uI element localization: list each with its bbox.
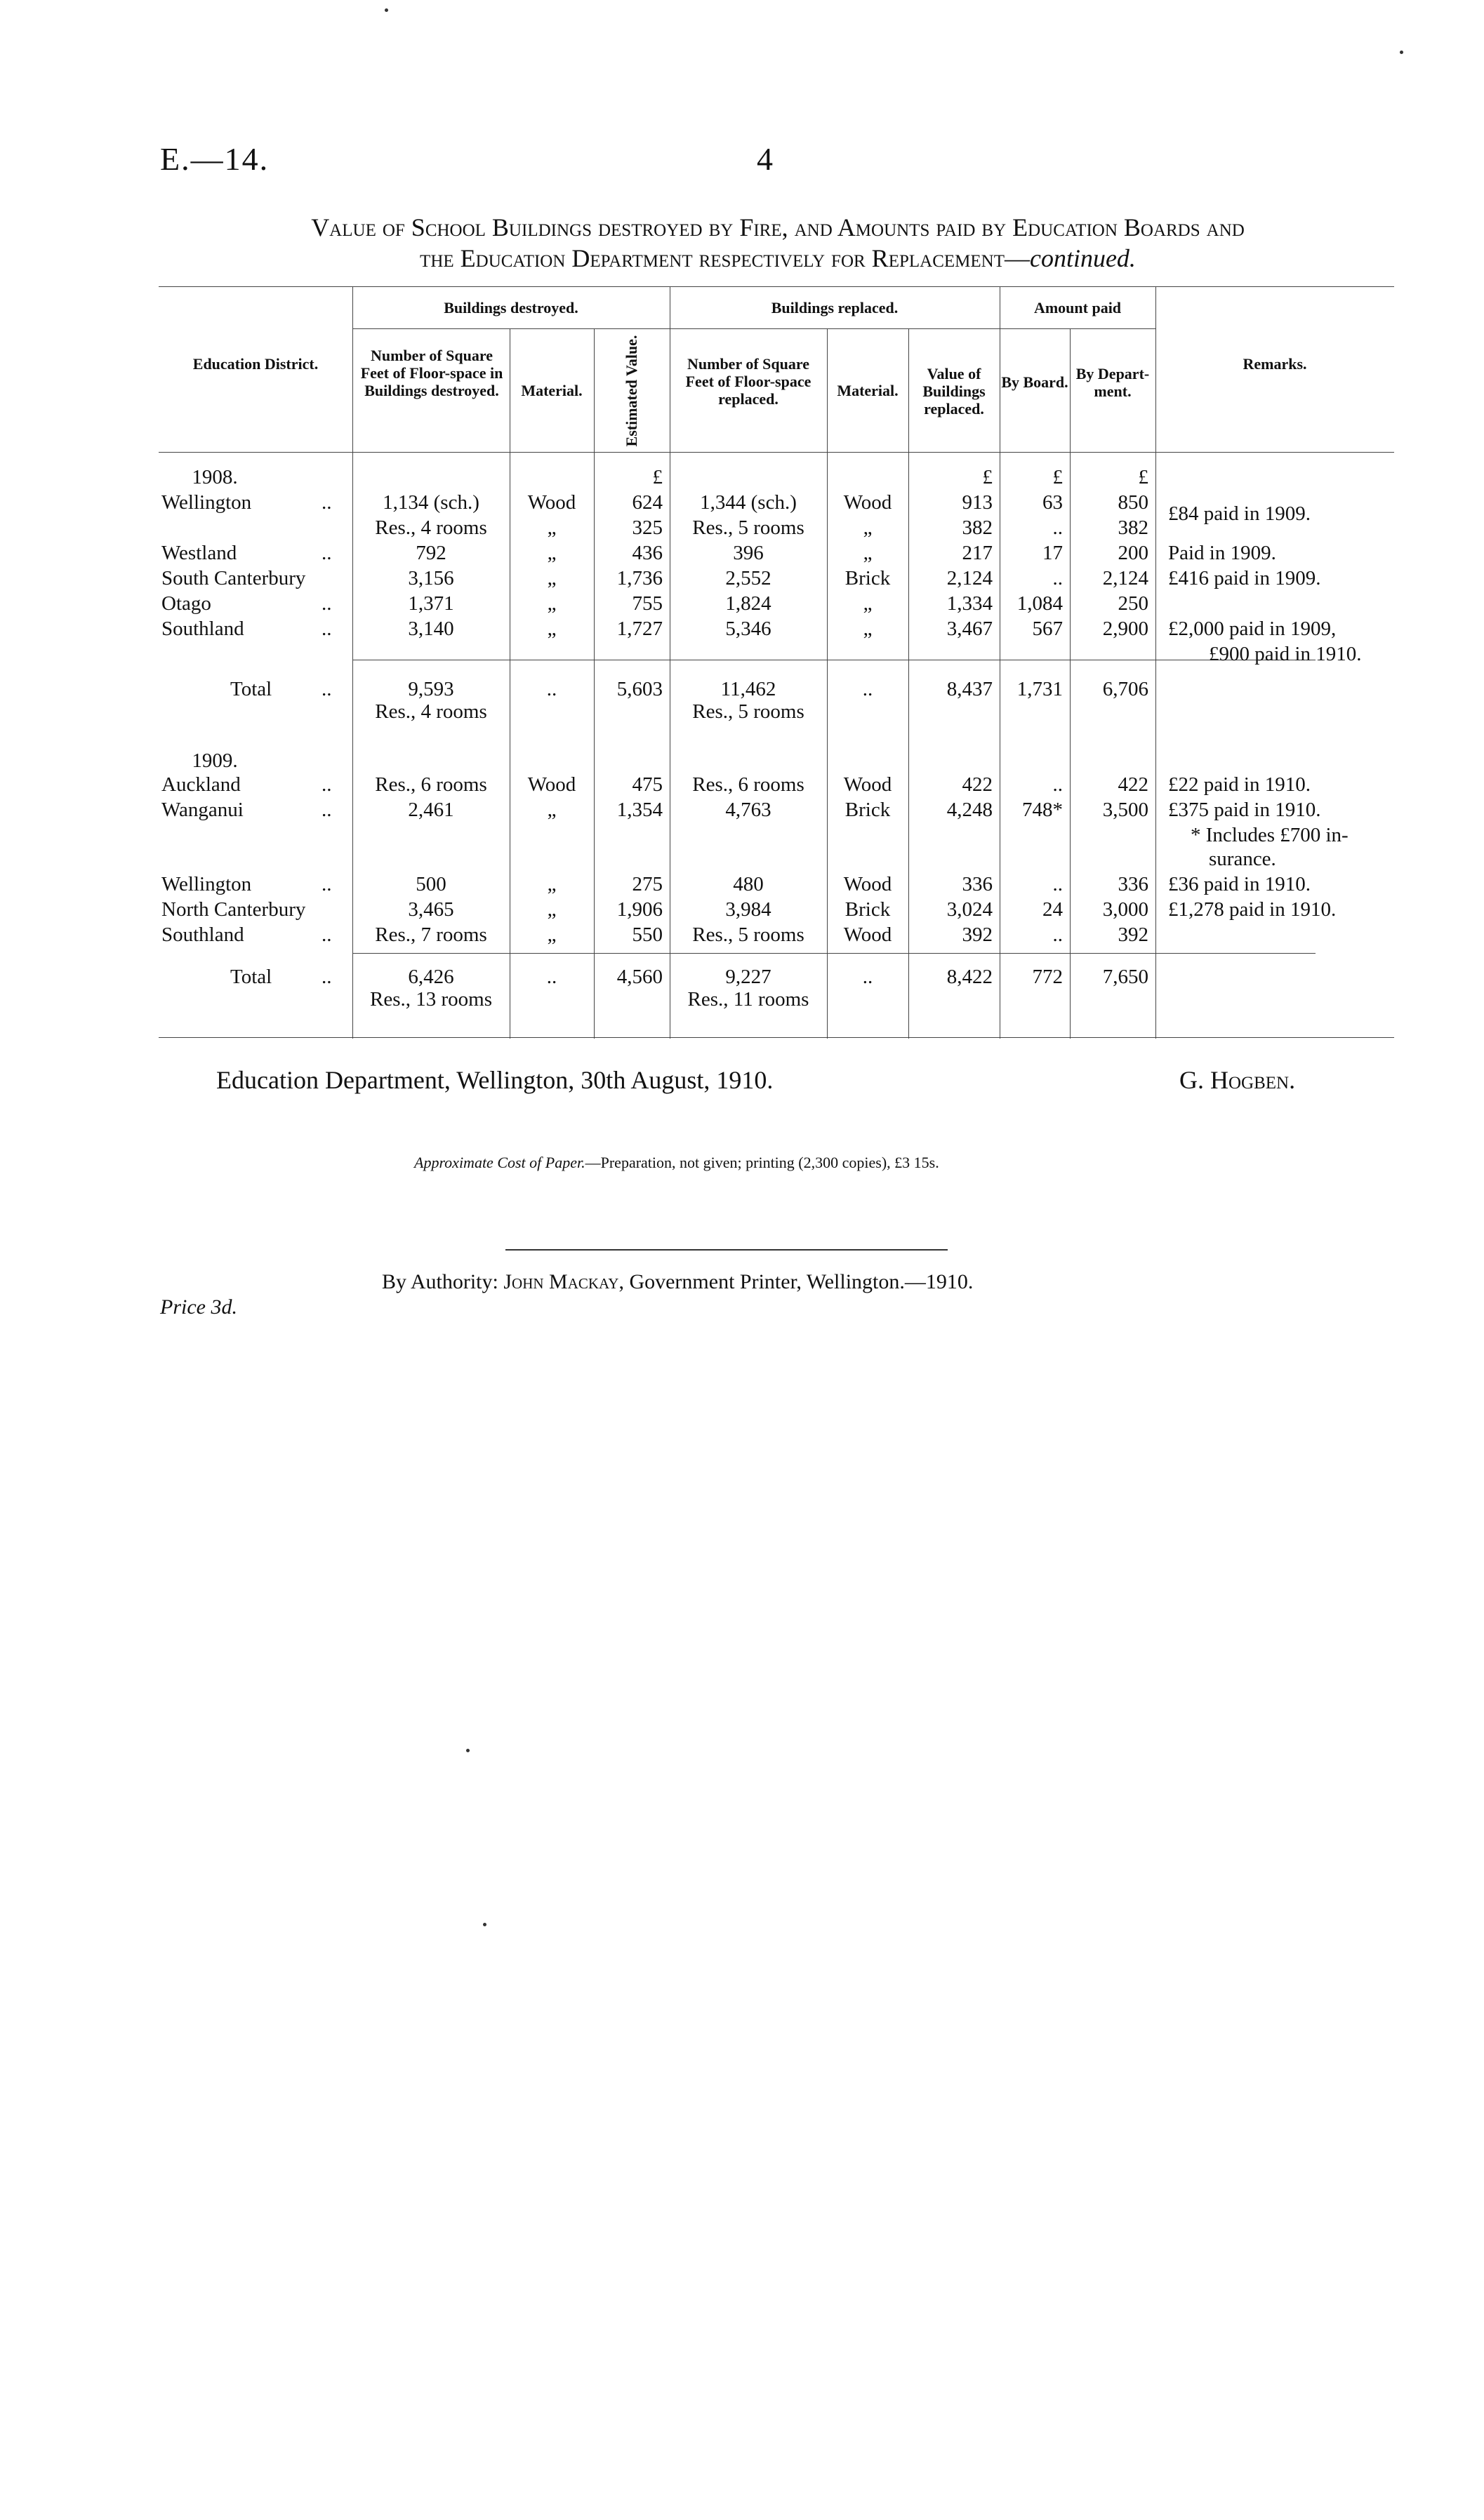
- currency-board: £: [1052, 466, 1063, 488]
- cell-sqft-replaced: Res., 5 rooms: [692, 516, 804, 539]
- cell-by-board: 17: [1042, 542, 1063, 564]
- price: Price 3d.: [160, 1295, 237, 1319]
- cell-estimated-value: 1,727: [616, 618, 663, 640]
- cell-estimated-value: 475: [632, 773, 663, 796]
- authority-line: [382, 1270, 973, 1294]
- cell-dots: ..: [322, 873, 332, 895]
- cell-by-department: 382: [1118, 516, 1148, 539]
- total-estimated-value: 5,603: [616, 678, 663, 700]
- cell-sqft-replaced: Res., 6 rooms: [692, 773, 804, 796]
- total-value-replaced: 8,437: [946, 678, 993, 700]
- total-rooms-destroyed: Res., 4 rooms: [375, 700, 487, 723]
- cell-material: „: [547, 924, 557, 946]
- table-row: [159, 566, 1394, 591]
- cell-material: „: [547, 516, 557, 539]
- cell-sqft-replaced: 1,344 (sch.): [700, 491, 797, 514]
- total-by-board: 1,731: [1016, 678, 1063, 700]
- cell-material-2: Wood: [843, 924, 892, 946]
- cell-dots: ..: [322, 924, 332, 946]
- cell-district: North Canterbury: [161, 898, 306, 921]
- cell-value-replaced: 422: [962, 773, 993, 796]
- header-group-replaced: Buildings replaced.: [771, 299, 899, 316]
- cell-by-department: 850: [1118, 491, 1148, 514]
- total-sqft-replaced: 11,462: [720, 678, 776, 700]
- cell-by-department: 422: [1118, 773, 1148, 796]
- cell-material-2: „: [863, 516, 873, 539]
- report-reference: E.—14.: [160, 141, 270, 177]
- total-sqft-destroyed: 9,593: [408, 678, 454, 700]
- header-by-board: By Board.: [1001, 373, 1068, 391]
- cell-district: Wellington: [161, 873, 252, 895]
- cell-sqft-replaced: 2,552: [725, 567, 771, 589]
- cell-sqft-replaced: 4,763: [725, 799, 771, 821]
- table-row: [159, 897, 1394, 922]
- total-rooms-destroyed: Res., 13 rooms: [370, 988, 492, 1011]
- cell-value-replaced: 1,334: [946, 592, 993, 615]
- cell-material: „: [547, 567, 557, 589]
- title-line-2-text: the Education Department respectively for Replacement—: [420, 244, 1030, 272]
- cell-district: South Canterbury: [161, 567, 306, 589]
- total-by-board: 772: [1032, 966, 1063, 988]
- speck-mark: [466, 1749, 470, 1752]
- year-1909: 1909.: [192, 749, 238, 772]
- cell-by-board: 1,084: [1016, 592, 1063, 615]
- cell-by-board: ..: [1052, 516, 1063, 539]
- header-remarks: Remarks.: [1243, 355, 1307, 373]
- currency-dept: £: [1138, 466, 1148, 488]
- total-material: ..: [546, 966, 557, 988]
- table-row: [159, 772, 1394, 797]
- cell-value-replaced: 336: [962, 873, 993, 895]
- paper-cost-text: —Preparation, not given; printing (2,300 copies), £3 15s.: [585, 1154, 939, 1171]
- header-value-replaced: Value of Buildings replaced.: [922, 365, 986, 418]
- table-row: [159, 490, 1394, 525]
- cell-remark: £416 paid in 1909.: [1168, 567, 1321, 589]
- table-row: [159, 540, 1394, 566]
- cell-sqft-replaced: 3,984: [725, 898, 771, 921]
- cell-material: „: [547, 618, 557, 640]
- total-label: Total: [230, 966, 272, 988]
- table-title: [160, 212, 1396, 274]
- cell-remark: Paid in 1909.: [1168, 542, 1276, 564]
- table-row: [159, 797, 1394, 822]
- cell-estimated-value: 550: [632, 924, 663, 946]
- header-material-2: Material.: [837, 382, 899, 399]
- cell-by-department: 336: [1118, 873, 1148, 895]
- header-sqft-replaced: Number of Square Feet of Floor-space replaced.: [685, 355, 811, 408]
- cell-district: Southland: [161, 618, 244, 640]
- total-material-2: ..: [862, 678, 873, 700]
- table-row: [159, 591, 1394, 616]
- cell-by-department: 3,500: [1102, 799, 1148, 821]
- table-row: [159, 616, 1394, 641]
- cell-sqft-destroyed: Res., 7 rooms: [375, 924, 487, 946]
- cell-value-replaced: 382: [962, 516, 993, 539]
- table-bottom-rule: [159, 1037, 1394, 1038]
- cell-material-2: Wood: [843, 873, 892, 895]
- cell-material-2: Brick: [844, 898, 891, 921]
- title-line-1: Value of School Buildings destroyed by Fire, and Amounts paid by Education Boards and: [311, 213, 1245, 241]
- cell-value-replaced: 3,467: [946, 618, 993, 640]
- total-1909-rule: [352, 953, 1316, 954]
- cell-district: Otago: [161, 592, 211, 615]
- cell-sqft-replaced: 1,824: [725, 592, 771, 615]
- cell-dots: ..: [322, 592, 332, 615]
- cell-value-replaced: 3,024: [946, 898, 993, 921]
- table-row: [159, 872, 1394, 897]
- header-sqft-destroyed: Number of Square Feet of Floor-space in Buildings destroyed.: [360, 347, 503, 399]
- cell-dots: ..: [322, 491, 332, 514]
- cell-sqft-destroyed: 792: [416, 542, 446, 564]
- table-row: [159, 515, 1394, 540]
- currency-val: £: [982, 466, 993, 488]
- cell-value-replaced: 217: [962, 542, 993, 564]
- cell-material-2: Brick: [844, 567, 891, 589]
- authority-suffix: Government Printer, Wellington.—1910.: [629, 1270, 974, 1293]
- cell-remark: £375 paid in 1910.: [1168, 799, 1321, 821]
- total-material: ..: [546, 678, 557, 700]
- cell-sqft-destroyed: 3,140: [408, 618, 454, 640]
- cell-sqft-destroyed: 1,371: [408, 592, 454, 615]
- place-date: Education Department, Wellington, 30th August, 1910.: [216, 1066, 774, 1094]
- cell-sqft-destroyed: 3,156: [408, 567, 454, 589]
- signature: G. Hogben.: [1179, 1066, 1296, 1094]
- cell-material: Wood: [527, 773, 576, 796]
- header-district: Education District.: [192, 355, 319, 373]
- cell-sqft-replaced: 5,346: [725, 618, 771, 640]
- cell-by-board: 63: [1042, 491, 1063, 514]
- cell-remark: £2,000 paid in 1909,: [1168, 618, 1337, 640]
- cell-district: Wanganui: [161, 799, 244, 821]
- cell-remark: £1,278 paid in 1910.: [1168, 898, 1337, 921]
- cell-by-department: 3,000: [1102, 898, 1148, 921]
- cell-material: „: [547, 873, 557, 895]
- remark-footnote-cont: surance.: [1209, 848, 1276, 870]
- cell-remark: £36 paid in 1910.: [1168, 873, 1311, 895]
- printer-name: John Mackay,: [503, 1270, 624, 1293]
- total-estimated-value: 4,560: [616, 966, 663, 988]
- cell-material-2: Wood: [843, 491, 892, 514]
- total-sqft-replaced: 9,227: [725, 966, 771, 988]
- cell-estimated-value: 275: [632, 873, 663, 895]
- header-bottom-rule: [159, 452, 1394, 453]
- table-row: [159, 922, 1394, 947]
- buildings-table: [159, 286, 1394, 1039]
- title-line-2: [160, 243, 1396, 274]
- cell-district: Westland: [161, 542, 237, 564]
- cell-dots: ..: [322, 618, 332, 640]
- cell-estimated-value: 755: [632, 592, 663, 615]
- cell-sqft-replaced: 396: [733, 542, 764, 564]
- cell-estimated-value: 624: [632, 491, 663, 514]
- cell-estimated-value: 1,736: [616, 567, 663, 589]
- header-by-department: By Depart-ment.: [1075, 365, 1150, 400]
- header-group-amount: Amount paid: [1033, 299, 1122, 316]
- total-material-2: ..: [862, 966, 873, 988]
- remark-continuation: £900 paid in 1910.: [1209, 643, 1362, 665]
- cell-dots: ..: [322, 678, 332, 700]
- cell-value-replaced: 2,124: [946, 567, 993, 589]
- cell-material-2: „: [863, 542, 873, 564]
- cell-material-2: „: [863, 592, 873, 615]
- cell-material: „: [547, 799, 557, 821]
- footer-rule: [505, 1249, 948, 1251]
- year-1908: 1908.: [192, 466, 238, 488]
- cell-sqft-destroyed: Res., 4 rooms: [375, 516, 487, 539]
- cell-material: „: [547, 592, 557, 615]
- cell-material-2: Wood: [843, 773, 892, 796]
- header-estimated-value: Estimated Value.: [623, 335, 640, 447]
- total-rooms-replaced: Res., 11 rooms: [687, 988, 809, 1011]
- cell-by-department: 250: [1118, 592, 1148, 615]
- paper-cost-label: Approximate Cost of Paper.: [414, 1154, 585, 1171]
- total-by-department: 6,706: [1102, 678, 1148, 700]
- cell-material: „: [547, 898, 557, 921]
- title-continued: continued.: [1029, 244, 1136, 272]
- cell-by-board: ..: [1052, 873, 1063, 895]
- cell-district: Auckland: [161, 773, 241, 796]
- cell-remark: £22 paid in 1910.: [1168, 773, 1311, 796]
- currency-est: £: [652, 466, 663, 488]
- speck-mark: [1400, 51, 1403, 54]
- total-sqft-destroyed: 6,426: [408, 966, 454, 988]
- cell-value-replaced: 392: [962, 924, 993, 946]
- cell-by-department: 392: [1118, 924, 1148, 946]
- group-header-rule: [352, 328, 1155, 329]
- paper-cost: [414, 1154, 939, 1172]
- total-row-1909: [159, 964, 1394, 1015]
- total-row-1908: [159, 676, 1394, 727]
- table-top-rule: [159, 286, 1394, 287]
- remark-footnote: * Includes £700 in-: [1191, 824, 1349, 846]
- cell-estimated-value: 436: [632, 542, 663, 564]
- cell-by-board: ..: [1052, 924, 1063, 946]
- cell-by-board: 748*: [1022, 799, 1063, 821]
- cell-by-department: 2,124: [1102, 567, 1148, 589]
- cell-by-board: 24: [1042, 898, 1063, 921]
- cell-sqft-destroyed: Res., 6 rooms: [375, 773, 487, 796]
- cell-sqft-destroyed: 500: [416, 873, 446, 895]
- cell-material: Wood: [527, 491, 576, 514]
- cell-sqft-replaced: 480: [733, 873, 764, 895]
- cell-value-replaced: 4,248: [946, 799, 993, 821]
- speck-mark: [385, 8, 388, 12]
- cell-value-replaced: 913: [962, 491, 993, 514]
- authority-prefix: By Authority:: [382, 1270, 498, 1293]
- total-value-replaced: 8,422: [946, 966, 993, 988]
- cell-estimated-value: 1,354: [616, 799, 663, 821]
- cell-by-department: 2,900: [1102, 618, 1148, 640]
- cell-material: „: [547, 542, 557, 564]
- total-by-department: 7,650: [1102, 966, 1148, 988]
- cell-dots: ..: [322, 542, 332, 564]
- cell-sqft-replaced: Res., 5 rooms: [692, 924, 804, 946]
- cell-district: Southland: [161, 924, 244, 946]
- cell-remark: £84 paid in 1909.: [1168, 502, 1311, 525]
- cell-material-2: Brick: [844, 799, 891, 821]
- page-number: 4: [757, 141, 773, 177]
- cell-by-department: 200: [1118, 542, 1148, 564]
- speck-mark: [483, 1923, 486, 1926]
- cell-estimated-value: 325: [632, 516, 663, 539]
- cell-by-board: 567: [1032, 618, 1063, 640]
- cell-dots: ..: [322, 799, 332, 821]
- header-material: Material.: [521, 382, 583, 399]
- cell-material-2: „: [863, 618, 873, 640]
- cell-sqft-destroyed: 1,134 (sch.): [383, 491, 479, 514]
- total-rooms-replaced: Res., 5 rooms: [692, 700, 804, 723]
- cell-dots: ..: [322, 966, 332, 988]
- cell-dots: ..: [322, 773, 332, 796]
- cell-estimated-value: 1,906: [616, 898, 663, 921]
- cell-district: Wellington: [161, 491, 252, 514]
- cell-sqft-destroyed: 3,465: [408, 898, 454, 921]
- cell-by-board: ..: [1052, 773, 1063, 796]
- total-label: Total: [230, 678, 272, 700]
- cell-by-board: ..: [1052, 567, 1063, 589]
- header-group-destroyed: Buildings destroyed.: [444, 299, 578, 316]
- cell-sqft-destroyed: 2,461: [408, 799, 454, 821]
